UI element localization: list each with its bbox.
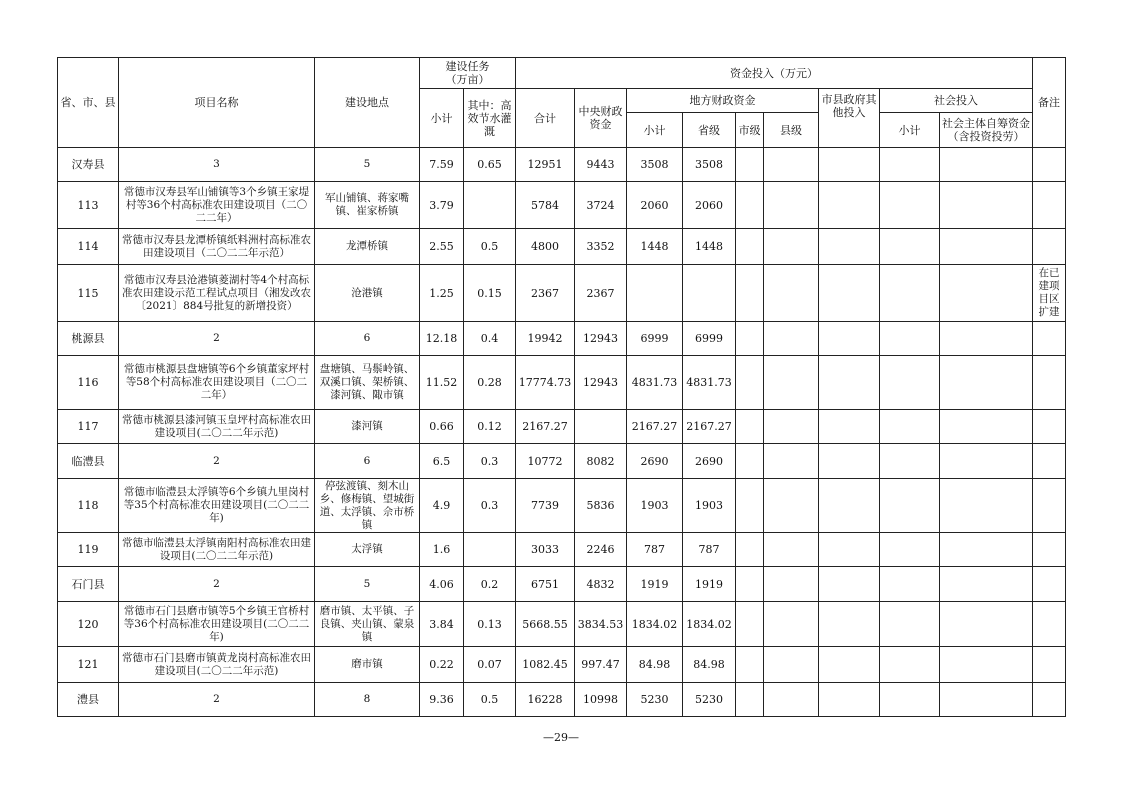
cell-empty [940, 229, 1033, 265]
cell-empty [819, 444, 880, 479]
cell-province [683, 265, 736, 322]
table-row [58, 479, 1066, 533]
cell-empty [940, 410, 1033, 444]
cell-empty [736, 602, 764, 647]
cell-total: 5668.55 [516, 602, 575, 647]
cell-central: 12943 [575, 356, 627, 410]
cell-name: 117 [58, 410, 119, 444]
cell-location: 6 [315, 322, 420, 356]
cell-empty [880, 479, 940, 533]
cell-note [1033, 229, 1066, 265]
header-note: 备注 [1033, 58, 1066, 148]
cell-empty [819, 602, 880, 647]
cell-empty [736, 410, 764, 444]
cell-empty [880, 567, 940, 602]
cell-empty [880, 182, 940, 229]
cell-empty [880, 229, 940, 265]
cell-location: 盘塘镇、马鬃岭镇、双溪口镇、架桥镇、漆河镇、陬市镇 [315, 356, 420, 410]
cell-local-sub: 1448 [627, 229, 683, 265]
cell-task: 0.66 [420, 410, 464, 444]
cell-empty [819, 479, 880, 533]
cell-empty [764, 356, 819, 410]
header-task-efficient: 其中：高效节水灌溉 [464, 89, 516, 148]
cell-empty [819, 148, 880, 182]
header-project-name: 项目名称 [119, 58, 315, 148]
cell-total: 2167.27 [516, 410, 575, 444]
cell-central: 3724 [575, 182, 627, 229]
cell-total: 12951 [516, 148, 575, 182]
cell-note [1033, 182, 1066, 229]
cell-task: 2.55 [420, 229, 464, 265]
cell-province: 1919 [683, 567, 736, 602]
cell-province: 1903 [683, 479, 736, 533]
header-social-subtotal: 小计 [880, 113, 940, 148]
cell-efficient: 0.4 [464, 322, 516, 356]
cell-province: 2167.27 [683, 410, 736, 444]
cell-empty [736, 322, 764, 356]
cell-central: 997.47 [575, 647, 627, 683]
cell-name: 汉寿县 [58, 148, 119, 182]
cell-note [1033, 410, 1066, 444]
header-central: 中央财政资金 [575, 89, 627, 148]
cell-task: 12.18 [420, 322, 464, 356]
cell-project: 2 [119, 322, 315, 356]
cell-name: 118 [58, 479, 119, 533]
cell-efficient [464, 182, 516, 229]
cell-location: 沧港镇 [315, 265, 420, 322]
cell-efficient: 0.2 [464, 567, 516, 602]
cell-task: 3.84 [420, 602, 464, 647]
cell-total: 4800 [516, 229, 575, 265]
cell-empty [819, 356, 880, 410]
cell-project: 常德市临澧县太浮镇南阳村高标准农田建设项目(二〇二二年示范) [119, 533, 315, 567]
cell-task: 3.79 [420, 182, 464, 229]
table-row [58, 533, 1066, 567]
cell-central: 2367 [575, 265, 627, 322]
cell-name: 114 [58, 229, 119, 265]
cell-local-sub: 787 [627, 533, 683, 567]
cell-total: 19942 [516, 322, 575, 356]
table-row [58, 148, 1066, 182]
page-number: —29— [543, 731, 579, 744]
cell-location: 军山铺镇、蒋家嘴镇、崔家桥镇 [315, 182, 420, 229]
table-row [58, 647, 1066, 683]
cell-project: 常德市临澧县太浮镇等6个乡镇九里岗村等35个村高标准农田建设项目(二〇二二年) [119, 479, 315, 533]
cell-project: 常德市汉寿县龙潭桥镇纸料洲村高标准农田建设项目（二〇二二年示范） [119, 229, 315, 265]
cell-empty [940, 265, 1033, 322]
cell-empty [940, 148, 1033, 182]
cell-empty [940, 479, 1033, 533]
cell-local-sub: 2060 [627, 182, 683, 229]
cell-empty [736, 479, 764, 533]
table-row [58, 229, 1066, 265]
cell-efficient: 0.15 [464, 265, 516, 322]
cell-note [1033, 444, 1066, 479]
cell-empty [736, 647, 764, 683]
cell-name: 桃源县 [58, 322, 119, 356]
cell-total: 7739 [516, 479, 575, 533]
header-funds: 资金投入（万元） [516, 58, 1033, 89]
cell-empty [736, 182, 764, 229]
cell-empty [880, 533, 940, 567]
cell-task: 1.6 [420, 533, 464, 567]
table-row [58, 683, 1066, 717]
cell-note [1033, 148, 1066, 182]
cell-empty [819, 533, 880, 567]
cell-empty [940, 602, 1033, 647]
table-row [58, 410, 1066, 444]
cell-efficient [464, 533, 516, 567]
cell-empty [940, 683, 1033, 717]
cell-empty [764, 444, 819, 479]
cell-task: 7.59 [420, 148, 464, 182]
cell-task: 9.36 [420, 683, 464, 717]
cell-empty [736, 533, 764, 567]
cell-efficient: 0.3 [464, 444, 516, 479]
cell-empty [819, 683, 880, 717]
header-local-subtotal: 小计 [627, 113, 683, 148]
cell-empty [880, 647, 940, 683]
cell-province: 6999 [683, 322, 736, 356]
cell-empty [764, 182, 819, 229]
table-row [58, 182, 1066, 229]
cell-location: 漆河镇 [315, 410, 420, 444]
cell-empty [940, 322, 1033, 356]
cell-empty [940, 444, 1033, 479]
cell-empty [819, 647, 880, 683]
table-row [58, 356, 1066, 410]
cell-local-sub: 1903 [627, 479, 683, 533]
cell-empty [736, 444, 764, 479]
cell-project: 常德市石门县磨市镇等5个乡镇王官桥村等36个村高标准农田建设项目(二〇二二年) [119, 602, 315, 647]
cell-efficient: 0.28 [464, 356, 516, 410]
funding-table [57, 57, 1066, 717]
cell-empty [940, 533, 1033, 567]
cell-note [1033, 356, 1066, 410]
cell-empty [940, 182, 1033, 229]
cell-name: 115 [58, 265, 119, 322]
cell-empty [880, 602, 940, 647]
cell-note [1033, 533, 1066, 567]
table-body [58, 148, 1066, 717]
cell-empty [819, 229, 880, 265]
cell-total: 6751 [516, 567, 575, 602]
cell-project: 常德市桃源县漆河镇玉皇坪村高标准农田建设项目(二〇二二年示范) [119, 410, 315, 444]
header-local: 地方财政资金 [627, 89, 819, 113]
cell-local-sub: 4831.73 [627, 356, 683, 410]
cell-local-sub: 1919 [627, 567, 683, 602]
table-row [58, 602, 1066, 647]
header-local-province: 省级 [683, 113, 736, 148]
cell-province: 4831.73 [683, 356, 736, 410]
cell-empty [880, 410, 940, 444]
cell-location: 太浮镇 [315, 533, 420, 567]
cell-empty [940, 356, 1033, 410]
cell-total: 2367 [516, 265, 575, 322]
cell-location: 磨市镇、太平镇、子良镇、夹山镇、蒙泉镇 [315, 602, 420, 647]
cell-total: 10772 [516, 444, 575, 479]
header-task: 建设任务 （万亩） [420, 58, 516, 89]
cell-project: 常德市汉寿县沧港镇菱湖村等4个村高标准农田建设示范工程试点项目（湘发改农〔2021〕884号批复的新增投资） [119, 265, 315, 322]
cell-empty [940, 567, 1033, 602]
cell-name: 石门县 [58, 567, 119, 602]
cell-task: 4.06 [420, 567, 464, 602]
cell-project: 2 [119, 567, 315, 602]
cell-efficient: 0.5 [464, 229, 516, 265]
cell-efficient: 0.5 [464, 683, 516, 717]
cell-location: 8 [315, 683, 420, 717]
cell-empty [880, 265, 940, 322]
cell-province: 1834.02 [683, 602, 736, 647]
cell-empty [940, 647, 1033, 683]
cell-local-sub: 3508 [627, 148, 683, 182]
cell-local-sub: 2690 [627, 444, 683, 479]
cell-empty [764, 647, 819, 683]
cell-local-sub: 1834.02 [627, 602, 683, 647]
cell-province: 84.98 [683, 647, 736, 683]
cell-empty [764, 567, 819, 602]
cell-province: 2690 [683, 444, 736, 479]
cell-central: 9443 [575, 148, 627, 182]
cell-central: 8082 [575, 444, 627, 479]
cell-total: 16228 [516, 683, 575, 717]
cell-project: 2 [119, 444, 315, 479]
cell-empty [764, 229, 819, 265]
cell-central: 3352 [575, 229, 627, 265]
cell-location: 龙潭桥镇 [315, 229, 420, 265]
cell-central [575, 410, 627, 444]
cell-empty [736, 567, 764, 602]
cell-empty [764, 265, 819, 322]
cell-local-sub: 6999 [627, 322, 683, 356]
cell-efficient: 0.12 [464, 410, 516, 444]
cell-efficient: 0.65 [464, 148, 516, 182]
cell-empty [880, 683, 940, 717]
cell-name: 119 [58, 533, 119, 567]
cell-total: 17774.73 [516, 356, 575, 410]
cell-empty [764, 479, 819, 533]
cell-project: 2 [119, 683, 315, 717]
header-local-county: 县级 [764, 113, 819, 148]
cell-empty [736, 683, 764, 717]
cell-task: 6.5 [420, 444, 464, 479]
cell-province: 5230 [683, 683, 736, 717]
cell-province: 787 [683, 533, 736, 567]
cell-empty [819, 567, 880, 602]
cell-empty [819, 322, 880, 356]
cell-empty [880, 148, 940, 182]
cell-central: 3834.53 [575, 602, 627, 647]
header-province: 省、市、县 [58, 58, 119, 148]
header-local-city: 市级 [736, 113, 764, 148]
cell-note: 在已建项目区扩建 [1033, 265, 1066, 322]
cell-note [1033, 567, 1066, 602]
table-row [58, 444, 1066, 479]
cell-note [1033, 479, 1066, 533]
cell-location: 停弦渡镇、刻木山乡、修梅镇、望城街道、太浮镇、佘市桥镇 [315, 479, 420, 533]
cell-total: 3033 [516, 533, 575, 567]
cell-note [1033, 683, 1066, 717]
cell-task: 11.52 [420, 356, 464, 410]
cell-province: 1448 [683, 229, 736, 265]
cell-local-sub: 84.98 [627, 647, 683, 683]
cell-province: 2060 [683, 182, 736, 229]
cell-note [1033, 602, 1066, 647]
cell-name: 120 [58, 602, 119, 647]
cell-project: 常德市桃源县盘塘镇等6个乡镇董家坪村等58个村高标准农田建设项目（二〇二二年） [119, 356, 315, 410]
cell-total: 1082.45 [516, 647, 575, 683]
cell-empty [880, 444, 940, 479]
cell-empty [764, 410, 819, 444]
cell-empty [736, 265, 764, 322]
cell-local-sub [627, 265, 683, 322]
header-task-subtotal: 小计 [420, 89, 464, 148]
cell-empty [736, 356, 764, 410]
cell-local-sub: 2167.27 [627, 410, 683, 444]
cell-note [1033, 322, 1066, 356]
cell-empty [736, 229, 764, 265]
cell-central: 2246 [575, 533, 627, 567]
cell-total: 5784 [516, 182, 575, 229]
cell-name: 临澧县 [58, 444, 119, 479]
header-social-self: 社会主体自筹资金（含投资投劳） [940, 113, 1033, 148]
cell-task: 0.22 [420, 647, 464, 683]
cell-empty [764, 602, 819, 647]
cell-location: 磨市镇 [315, 647, 420, 683]
table-row [58, 322, 1066, 356]
cell-empty [764, 533, 819, 567]
cell-central: 5836 [575, 479, 627, 533]
table-header [58, 58, 1066, 148]
cell-name: 116 [58, 356, 119, 410]
cell-location: 5 [315, 567, 420, 602]
cell-project: 常德市石门县磨市镇黄龙岗村高标准农田建设项目(二〇二二年示范) [119, 647, 315, 683]
cell-central: 10998 [575, 683, 627, 717]
cell-empty [764, 148, 819, 182]
cell-empty [880, 322, 940, 356]
cell-location: 6 [315, 444, 420, 479]
cell-central: 12943 [575, 322, 627, 356]
cell-location: 5 [315, 148, 420, 182]
cell-name: 121 [58, 647, 119, 683]
cell-local-sub: 5230 [627, 683, 683, 717]
cell-note [1033, 647, 1066, 683]
header-city-county-other: 市县政府其他投入 [819, 89, 880, 148]
cell-name: 澧县 [58, 683, 119, 717]
table-row [58, 265, 1066, 322]
cell-project: 3 [119, 148, 315, 182]
header-social: 社会投入 [880, 89, 1033, 113]
cell-task: 4.9 [420, 479, 464, 533]
cell-empty [764, 683, 819, 717]
cell-empty [764, 322, 819, 356]
header-funds-total: 合计 [516, 89, 575, 148]
cell-task: 1.25 [420, 265, 464, 322]
cell-empty [819, 265, 880, 322]
cell-name: 113 [58, 182, 119, 229]
cell-project: 常德市汉寿县军山铺镇等3个乡镇王家堤村等36个村高标准农田建设项目（二〇二二年） [119, 182, 315, 229]
cell-empty [880, 356, 940, 410]
cell-central: 4832 [575, 567, 627, 602]
cell-efficient: 0.13 [464, 602, 516, 647]
cell-empty [736, 148, 764, 182]
header-location: 建设地点 [315, 58, 420, 148]
cell-province: 3508 [683, 148, 736, 182]
cell-empty [819, 410, 880, 444]
cell-efficient: 0.07 [464, 647, 516, 683]
cell-empty [819, 182, 880, 229]
cell-efficient: 0.3 [464, 479, 516, 533]
table-row [58, 567, 1066, 602]
